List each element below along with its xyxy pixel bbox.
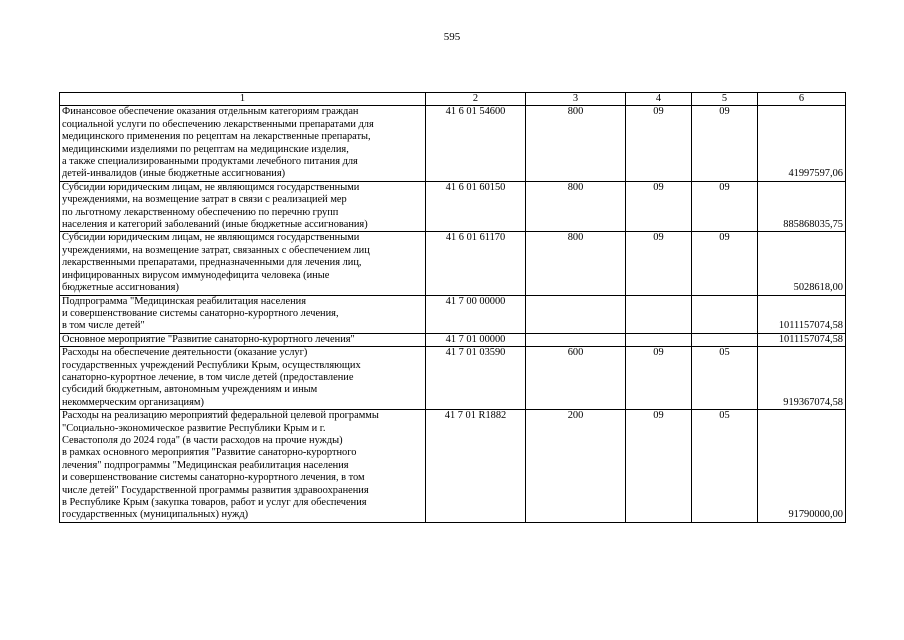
row-name-cell: Расходы на реализацию мероприятий федеральной целевой программы "Социально-экономическое развитие Республики Крым и г. Севастополя до 2024 года" (в части расходов на прочие нужды) в рамках основного мероприятия "Развитие санаторно-курортного лечения" подпрограммы "Медицинская реабилитация населения и совершенствование системы санаторно-курортного лечения, в том числе детей" Государственной программы развития здравоохранения в Республике Крым (закупка товаров, работ и услуг для обеспечения государственных (муниципальных) нужд) <box>60 410 426 523</box>
row-target-code-cell: 41 7 01 R1882 <box>426 410 526 523</box>
row-name-cell: Расходы на обеспечение деятельности (оказание услуг) государственных учреждений Республики Крым, осуществляющих санаторно-курортное лечение, в том числе детей (предоставление субсидий бюджетным, автономным учреждениям и иным некоммерческим организациям) <box>60 347 426 410</box>
table-header-row <box>60 93 846 106</box>
row-expense-type-cell: 800 <box>526 106 626 181</box>
column-header: 3 <box>526 93 626 106</box>
row-expense-type-cell: 200 <box>526 410 626 523</box>
budget-table <box>59 92 846 523</box>
row-expense-type-cell: 600 <box>526 347 626 410</box>
row-target-code-cell: 41 6 01 54600 <box>426 106 526 181</box>
row-section-cell: 09 <box>626 181 692 232</box>
table-row <box>60 232 846 295</box>
row-name-cell: Основное мероприятие "Развитие санаторно-курортного лечения" <box>60 333 426 346</box>
row-expense-type-cell: 800 <box>526 181 626 232</box>
column-header: 2 <box>426 93 526 106</box>
column-header: 6 <box>758 93 846 106</box>
row-subsection-cell: 09 <box>692 106 758 181</box>
row-section-cell: 09 <box>626 106 692 181</box>
row-subsection-cell: 09 <box>692 181 758 232</box>
row-target-code-cell: 41 6 01 60150 <box>426 181 526 232</box>
table-row <box>60 181 846 232</box>
row-subsection-cell <box>692 295 758 333</box>
row-amount-cell: 91790000,00 <box>758 410 846 523</box>
column-header: 1 <box>60 93 426 106</box>
row-expense-type-cell: 800 <box>526 232 626 295</box>
row-expense-type-cell <box>526 295 626 333</box>
row-subsection-cell: 05 <box>692 347 758 410</box>
row-target-code-cell: 41 7 00 00000 <box>426 295 526 333</box>
row-section-cell: 09 <box>626 410 692 523</box>
row-target-code-cell: 41 7 01 00000 <box>426 333 526 346</box>
row-amount-cell: 1011157074,58 <box>758 295 846 333</box>
table-row <box>60 106 846 181</box>
row-section-cell: 09 <box>626 232 692 295</box>
row-name-cell: Подпрограмма "Медицинская реабилитация населения и совершенствование системы санаторно-курортного лечения, в том числе детей" <box>60 295 426 333</box>
row-subsection-cell <box>692 333 758 346</box>
row-target-code-cell: 41 7 01 03590 <box>426 347 526 410</box>
column-header: 4 <box>626 93 692 106</box>
row-name-cell: Субсидии юридическим лицам, не являющимся государственными учреждениями, на возмещение затрат в связи с реализацией мер по льготному лекарственному обеспечению по перечню групп населения и категорий заболеваний (иные бюджетные ассигнования) <box>60 181 426 232</box>
row-subsection-cell: 05 <box>692 410 758 523</box>
table-row <box>60 333 846 346</box>
row-section-cell <box>626 333 692 346</box>
row-name-cell: Финансовое обеспечение оказания отдельным категориям граждан социальной услуги по обеспечению лекарственными препаратами для медицинского применения по рецептам на лекарственные препараты, медицинскими изделиями по рецептам на медицинские изделия, а также специализированными продуктами лечебного питания для детей-инвалидов (иные бюджетные ассигнования) <box>60 106 426 181</box>
row-amount-cell: 885868035,75 <box>758 181 846 232</box>
row-amount-cell: 5028618,00 <box>758 232 846 295</box>
table-row <box>60 410 846 523</box>
row-name-cell: Субсидии юридическим лицам, не являющимся государственными учреждениями, на возмещение затрат, связанных с обеспечением лиц лекарственными препаратами, предназначенными для лечения лиц, инфицированных вирусом иммунодефицита человека (иные бюджетные ассигнования) <box>60 232 426 295</box>
row-target-code-cell: 41 6 01 61170 <box>426 232 526 295</box>
row-amount-cell: 1011157074,58 <box>758 333 846 346</box>
page-number: 595 <box>443 31 461 43</box>
row-subsection-cell: 09 <box>692 232 758 295</box>
row-amount-cell: 919367074,58 <box>758 347 846 410</box>
row-expense-type-cell <box>526 333 626 346</box>
table-row <box>60 347 846 410</box>
row-section-cell <box>626 295 692 333</box>
table-row <box>60 295 846 333</box>
column-header: 5 <box>692 93 758 106</box>
row-amount-cell: 41997597,06 <box>758 106 846 181</box>
row-section-cell: 09 <box>626 347 692 410</box>
